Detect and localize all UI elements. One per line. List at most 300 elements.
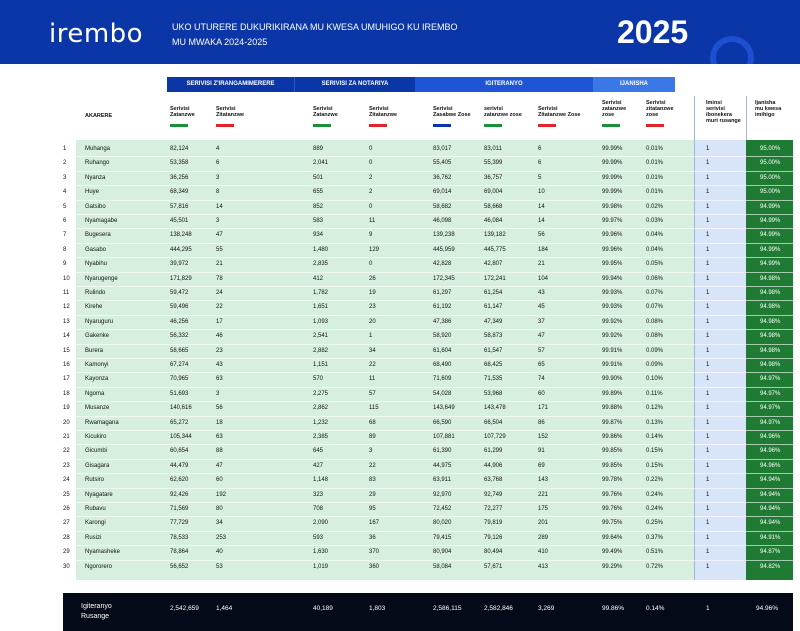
value-cell: 2,835 <box>313 261 329 268</box>
title-line-1: UKO UTURERE DUKURIKIRANA MU KWESA UMUHIGO KU IREMBO <box>172 22 458 32</box>
value-cell: 1 <box>706 419 710 426</box>
value-cell: 83 <box>369 477 376 484</box>
table-row <box>0 387 800 401</box>
column-marker-green <box>170 124 188 127</box>
value-cell: 92,970 <box>433 491 452 498</box>
district-name-cell: Musanze <box>85 405 110 412</box>
group-header-notary: SERIVISI ZA NOTARIYA <box>294 77 415 92</box>
value-cell: 10 <box>538 189 545 196</box>
table-row <box>0 300 800 314</box>
value-cell: 2,882 <box>313 347 329 354</box>
value-cell: 3 <box>369 448 373 455</box>
value-cell: 47 <box>216 462 223 469</box>
value-cell: 1 <box>706 390 710 397</box>
value-cell: 44,479 <box>170 462 189 469</box>
district-name-cell: Nyagatare <box>85 491 113 498</box>
value-cell: 71,535 <box>484 376 503 383</box>
value-cell: 56 <box>216 405 223 412</box>
column-divider <box>746 96 747 140</box>
value-cell: 1,651 <box>313 304 329 311</box>
value-cell: 171 <box>538 405 549 412</box>
table-row <box>0 502 800 516</box>
value-cell: 79,819 <box>484 520 503 527</box>
value-cell: 94.98% <box>760 333 781 340</box>
table-row <box>0 257 800 271</box>
value-cell: 0.03% <box>646 218 664 224</box>
value-cell: 0.01% <box>646 174 664 181</box>
value-cell: 22 <box>369 462 376 469</box>
column-header-c5: Serivisi Zasabwe Zose <box>433 106 471 118</box>
value-cell: 53,358 <box>170 160 189 167</box>
rank-cell: 22 <box>63 448 70 455</box>
value-cell: 6 <box>216 160 220 167</box>
district-name-cell: Kicukiro <box>85 434 107 440</box>
row-divider <box>76 156 793 157</box>
value-cell: 11 <box>369 218 376 224</box>
value-cell: 104 <box>538 275 549 282</box>
value-cell: 501 <box>313 174 324 181</box>
value-cell: 0.15% <box>646 448 664 455</box>
value-cell: 45 <box>538 304 545 311</box>
value-cell: 94.99% <box>760 246 781 253</box>
value-cell: 0.11% <box>646 390 663 397</box>
value-cell: 71,569 <box>170 506 189 512</box>
row-divider <box>76 531 793 532</box>
rank-cell: 14 <box>63 333 70 340</box>
column-marker-green <box>484 124 502 127</box>
column-header-c9: Serivisi zitatanzwe zose <box>646 100 674 118</box>
district-name-cell: Nyamagabe <box>85 218 118 224</box>
value-cell: 95 <box>369 506 376 512</box>
value-cell: 34 <box>216 520 223 527</box>
value-cell: 1 <box>706 318 710 325</box>
table-row <box>0 444 800 458</box>
row-divider <box>76 416 793 417</box>
district-name-cell: Rutsiro <box>85 477 105 484</box>
value-cell: 63,911 <box>433 477 451 484</box>
row-divider <box>76 430 793 431</box>
value-cell: 1 <box>706 347 710 354</box>
value-cell: 94.97% <box>760 390 781 397</box>
value-cell: 47,386 <box>433 318 452 325</box>
district-name-cell: Kamonyi <box>85 362 109 368</box>
table-row <box>0 286 800 300</box>
value-cell: 1 <box>706 275 710 282</box>
value-cell: 55 <box>216 246 223 253</box>
value-cell: 22 <box>216 304 223 311</box>
column-marker-green <box>313 124 331 127</box>
value-cell: 2,275 <box>313 390 329 397</box>
district-name-cell: Ruhango <box>85 160 110 167</box>
value-cell: 67,274 <box>170 362 189 368</box>
value-cell: 593 <box>313 534 324 541</box>
value-cell: 1 <box>369 333 373 340</box>
district-name-cell: Bugesera <box>85 232 111 239</box>
value-cell: 0.08% <box>646 318 664 325</box>
value-cell: 107,729 <box>484 434 506 440</box>
value-cell: 55,399 <box>484 160 503 167</box>
value-cell: 80,020 <box>433 520 452 527</box>
value-cell: 175 <box>538 506 549 512</box>
value-cell: 201 <box>538 520 549 527</box>
value-cell: 58,084 <box>433 563 452 570</box>
rank-cell: 25 <box>63 491 70 498</box>
value-cell: 92,426 <box>170 491 189 498</box>
total-value-cell: 1 <box>706 605 710 612</box>
district-name-cell: Nyaruguru <box>85 318 114 325</box>
value-cell: 0.15% <box>646 462 664 469</box>
value-cell: 14 <box>538 203 545 210</box>
value-cell: 78,864 <box>170 549 189 556</box>
value-cell: 94.99% <box>760 203 781 210</box>
value-cell: 934 <box>313 232 324 239</box>
value-cell: 36 <box>369 534 376 541</box>
district-name-cell: Huye <box>85 189 100 196</box>
row-divider <box>76 387 793 388</box>
value-cell: 95.00% <box>760 146 781 152</box>
rank-cell: 4 <box>63 189 67 196</box>
value-cell: 99.75% <box>602 520 623 527</box>
district-name-cell: Muhanga <box>85 146 111 152</box>
value-cell: 99.29% <box>602 563 623 570</box>
value-cell: 53,968 <box>484 390 503 397</box>
value-cell: 56 <box>538 232 545 239</box>
value-cell: 1,782 <box>313 290 329 296</box>
rank-cell: 28 <box>63 534 70 541</box>
value-cell: 2,041 <box>313 160 329 167</box>
value-cell: 0.04% <box>646 246 664 253</box>
value-cell: 3 <box>216 174 220 181</box>
value-cell: 1 <box>706 520 710 527</box>
district-name-cell: Rubavu <box>85 506 106 512</box>
rank-cell: 27 <box>63 520 70 527</box>
value-cell: 289 <box>538 534 549 541</box>
value-cell: 852 <box>313 203 324 210</box>
value-cell: 427 <box>313 462 324 469</box>
title-line-2: MU MWAKA 2024-2025 <box>172 37 268 47</box>
table-row <box>0 214 800 228</box>
district-name-cell: Gasabo <box>85 246 107 253</box>
table-row <box>0 488 800 502</box>
value-cell: 36,757 <box>484 174 503 181</box>
table-row <box>0 185 800 199</box>
value-cell: 61,147 <box>484 304 503 311</box>
value-cell: 1 <box>706 160 710 167</box>
value-cell: 99.89% <box>602 390 623 397</box>
value-cell: 66,504 <box>484 419 503 426</box>
value-cell: 360 <box>369 563 380 570</box>
value-cell: 83,011 <box>484 146 502 152</box>
value-cell: 0.14% <box>646 434 664 440</box>
value-cell: 192 <box>216 491 227 498</box>
value-cell: 94.98% <box>760 290 781 296</box>
value-cell: 107,881 <box>433 434 455 440</box>
total-label: Igiteranyo Rusange <box>81 603 112 620</box>
value-cell: 0.07% <box>646 304 664 311</box>
row-divider <box>76 315 793 316</box>
value-cell: 6 <box>538 160 542 167</box>
value-cell: 1 <box>706 146 710 152</box>
value-cell: 1 <box>706 333 710 340</box>
row-divider <box>76 444 793 445</box>
value-cell: 1 <box>706 218 710 224</box>
value-cell: 99.85% <box>602 448 623 455</box>
value-cell: 0.09% <box>646 347 664 354</box>
value-cell: 99.92% <box>602 333 623 340</box>
value-cell: 167 <box>369 520 380 527</box>
value-cell: 94.99% <box>760 261 781 268</box>
value-cell: 44,975 <box>433 462 452 469</box>
value-cell: 94.94% <box>760 491 781 498</box>
value-cell: 184 <box>538 246 549 253</box>
row-divider <box>76 502 793 503</box>
value-cell: 0.01% <box>646 146 664 152</box>
rank-cell: 15 <box>63 347 70 354</box>
row-divider <box>76 560 793 561</box>
rank-cell: 19 <box>63 405 70 412</box>
rank-cell: 6 <box>63 218 67 224</box>
value-cell: 99.99% <box>602 146 623 152</box>
value-cell: 99.95% <box>602 261 623 268</box>
value-cell: 1 <box>706 304 710 311</box>
value-cell: 115 <box>369 405 379 412</box>
district-name-cell: Karongi <box>85 520 106 527</box>
value-cell: 152 <box>538 434 549 440</box>
row-divider <box>76 516 793 517</box>
district-name-cell: Nyabihu <box>85 261 108 268</box>
value-cell: 143 <box>538 477 549 484</box>
decorative-ring <box>710 36 754 64</box>
value-cell: 5 <box>538 174 542 181</box>
value-cell: 53 <box>216 563 223 570</box>
rank-cell: 16 <box>63 362 70 368</box>
district-name-cell: Ngororero <box>85 563 113 570</box>
value-cell: 1 <box>706 549 710 556</box>
value-cell: 99.91% <box>602 362 623 368</box>
value-cell: 445,959 <box>433 246 455 253</box>
value-cell: 61,604 <box>433 347 452 354</box>
row-divider <box>76 272 793 273</box>
row-divider <box>76 200 793 201</box>
value-cell: 1 <box>706 477 710 484</box>
value-cell: 323 <box>313 491 324 498</box>
value-cell: 63,768 <box>484 477 503 484</box>
value-cell: 889 <box>313 146 324 152</box>
value-cell: 46,256 <box>170 318 189 325</box>
value-cell: 66,590 <box>433 419 452 426</box>
value-cell: 94.96% <box>760 434 781 440</box>
value-cell: 17 <box>216 318 223 325</box>
value-cell: 2 <box>369 174 373 181</box>
value-cell: 0.22% <box>646 477 664 484</box>
value-cell: 11 <box>369 376 376 383</box>
rank-cell: 24 <box>63 477 70 484</box>
rank-cell: 18 <box>63 390 70 397</box>
row-divider <box>76 257 793 258</box>
value-cell: 444,295 <box>170 246 192 253</box>
value-cell: 99.96% <box>602 232 623 239</box>
value-cell: 58,682 <box>433 203 452 210</box>
value-cell: 95.00% <box>760 174 781 181</box>
value-cell: 55,405 <box>433 160 452 167</box>
district-name-cell: Gatsibo <box>85 203 106 210</box>
value-cell: 77,729 <box>170 520 189 527</box>
value-cell: 0.01% <box>646 189 664 196</box>
value-cell: 0 <box>369 160 373 167</box>
value-cell: 92,749 <box>484 491 503 498</box>
table-row <box>0 200 800 214</box>
value-cell: 70,965 <box>170 376 189 383</box>
total-value-cell: 94.96% <box>756 605 779 612</box>
value-cell: 1 <box>706 491 710 498</box>
row-divider <box>76 344 793 345</box>
value-cell: 99.76% <box>602 491 623 498</box>
value-cell: 82,124 <box>170 146 189 152</box>
rank-cell: 11 <box>63 290 70 296</box>
total-value-cell: 0.14% <box>646 605 665 612</box>
value-cell: 68,349 <box>170 189 189 196</box>
value-cell: 94.98% <box>760 362 781 368</box>
table-row <box>0 401 800 415</box>
table-row <box>0 372 800 386</box>
table-row <box>0 142 800 156</box>
value-cell: 59,472 <box>170 290 189 296</box>
column-marker-green <box>602 124 620 127</box>
value-cell: 99.91% <box>602 347 623 354</box>
value-cell: 24 <box>216 290 223 296</box>
value-cell: 94.94% <box>760 506 781 512</box>
value-cell: 58,920 <box>433 333 452 340</box>
district-name-cell: Nyarugenge <box>85 275 118 282</box>
value-cell: 65,272 <box>170 419 189 426</box>
column-marker-blue <box>433 124 451 127</box>
value-cell: 139,238 <box>433 232 455 239</box>
value-cell: 99.92% <box>602 318 623 325</box>
value-cell: 645 <box>313 448 324 455</box>
table-row <box>0 430 800 444</box>
value-cell: 79,415 <box>433 534 452 541</box>
value-cell: 253 <box>216 534 227 541</box>
value-cell: 63 <box>216 434 223 440</box>
value-cell: 36,762 <box>433 174 452 181</box>
value-cell: 412 <box>313 275 324 282</box>
value-cell: 56,332 <box>170 333 189 340</box>
value-cell: 0.12% <box>646 405 664 412</box>
value-cell: 57,816 <box>170 203 189 210</box>
row-divider <box>76 228 793 229</box>
value-cell: 99.99% <box>602 189 623 196</box>
value-cell: 56,652 <box>170 563 189 570</box>
value-cell: 1 <box>706 362 710 368</box>
value-cell: 1 <box>706 174 710 181</box>
value-cell: 1 <box>706 376 710 383</box>
value-cell: 0 <box>369 203 373 210</box>
total-value-cell: 99.86% <box>602 605 625 612</box>
value-cell: 1,151 <box>313 362 329 368</box>
row-divider <box>76 171 793 172</box>
value-cell: 129 <box>369 246 380 253</box>
value-cell: 36,256 <box>170 174 189 181</box>
total-value-cell: 40,189 <box>313 605 333 612</box>
total-row <box>63 593 793 631</box>
value-cell: 94.97% <box>760 376 781 383</box>
value-cell: 61,254 <box>484 290 503 296</box>
value-cell: 99.87% <box>602 419 623 426</box>
value-cell: 99.93% <box>602 290 623 296</box>
value-cell: 0.01% <box>646 160 664 167</box>
value-cell: 0.10% <box>646 376 664 383</box>
value-cell: 61,390 <box>433 448 452 455</box>
value-cell: 20 <box>369 318 376 325</box>
value-cell: 1 <box>706 448 710 455</box>
total-value-cell: 2,542,659 <box>170 605 199 612</box>
column-header-c3: Serivisi Zatanzwe <box>313 106 338 118</box>
value-cell: 46,098 <box>433 218 452 224</box>
value-cell: 1 <box>706 203 710 210</box>
value-cell: 94.99% <box>760 232 781 239</box>
value-cell: 2,541 <box>313 333 329 340</box>
value-cell: 94.97% <box>760 405 781 412</box>
value-cell: 99.76% <box>602 506 623 512</box>
value-cell: 69 <box>538 462 545 469</box>
value-cell: 94.82% <box>760 563 781 570</box>
value-cell: 94.97% <box>760 419 781 426</box>
value-cell: 172,241 <box>484 275 506 282</box>
row-divider <box>76 243 793 244</box>
row-divider <box>76 372 793 373</box>
value-cell: 99.96% <box>602 246 623 253</box>
rank-cell: 12 <box>63 304 70 311</box>
value-cell: 1,232 <box>313 419 329 426</box>
value-cell: 60 <box>216 477 223 484</box>
rank-cell: 21 <box>63 434 70 440</box>
value-cell: 78 <box>216 275 223 282</box>
value-cell: 1 <box>706 462 710 469</box>
group-header-civil: SERIVISI Z'IRANGAMIMERERE <box>167 77 294 92</box>
rank-cell: 5 <box>63 203 67 210</box>
value-cell: 99.49% <box>602 549 623 556</box>
value-cell: 94.94% <box>760 477 781 484</box>
value-cell: 6 <box>538 146 542 152</box>
value-cell: 89 <box>369 434 376 440</box>
value-cell: 2 <box>369 189 373 196</box>
value-cell: 0.37% <box>646 534 664 541</box>
value-cell: 99.90% <box>602 376 623 383</box>
value-cell: 2,385 <box>313 434 329 440</box>
table-row <box>0 156 800 170</box>
value-cell: 69,004 <box>484 189 503 196</box>
rank-cell: 2 <box>63 160 67 167</box>
total-value-cell: 2,582,846 <box>484 605 513 612</box>
value-cell: 95.00% <box>760 189 781 196</box>
table-row <box>0 416 800 430</box>
column-header-c8: Serivisi zatanzwe zose <box>602 100 627 118</box>
value-cell: 80,494 <box>484 549 503 556</box>
value-cell: 0 <box>369 261 373 268</box>
value-cell: 79,126 <box>484 534 503 541</box>
group-header-percentage: IJANISHA <box>593 77 675 92</box>
district-name-cell: Ngoma <box>85 390 105 397</box>
value-cell: 94.91% <box>760 534 781 541</box>
value-cell: 47 <box>538 333 545 340</box>
value-cell: 445,775 <box>484 246 506 253</box>
value-cell: 68 <box>369 419 376 426</box>
value-cell: 51,693 <box>170 390 189 397</box>
value-cell: 139,182 <box>484 232 506 239</box>
value-cell: 1 <box>706 563 710 570</box>
table-row <box>0 329 800 343</box>
table-row <box>0 516 800 530</box>
